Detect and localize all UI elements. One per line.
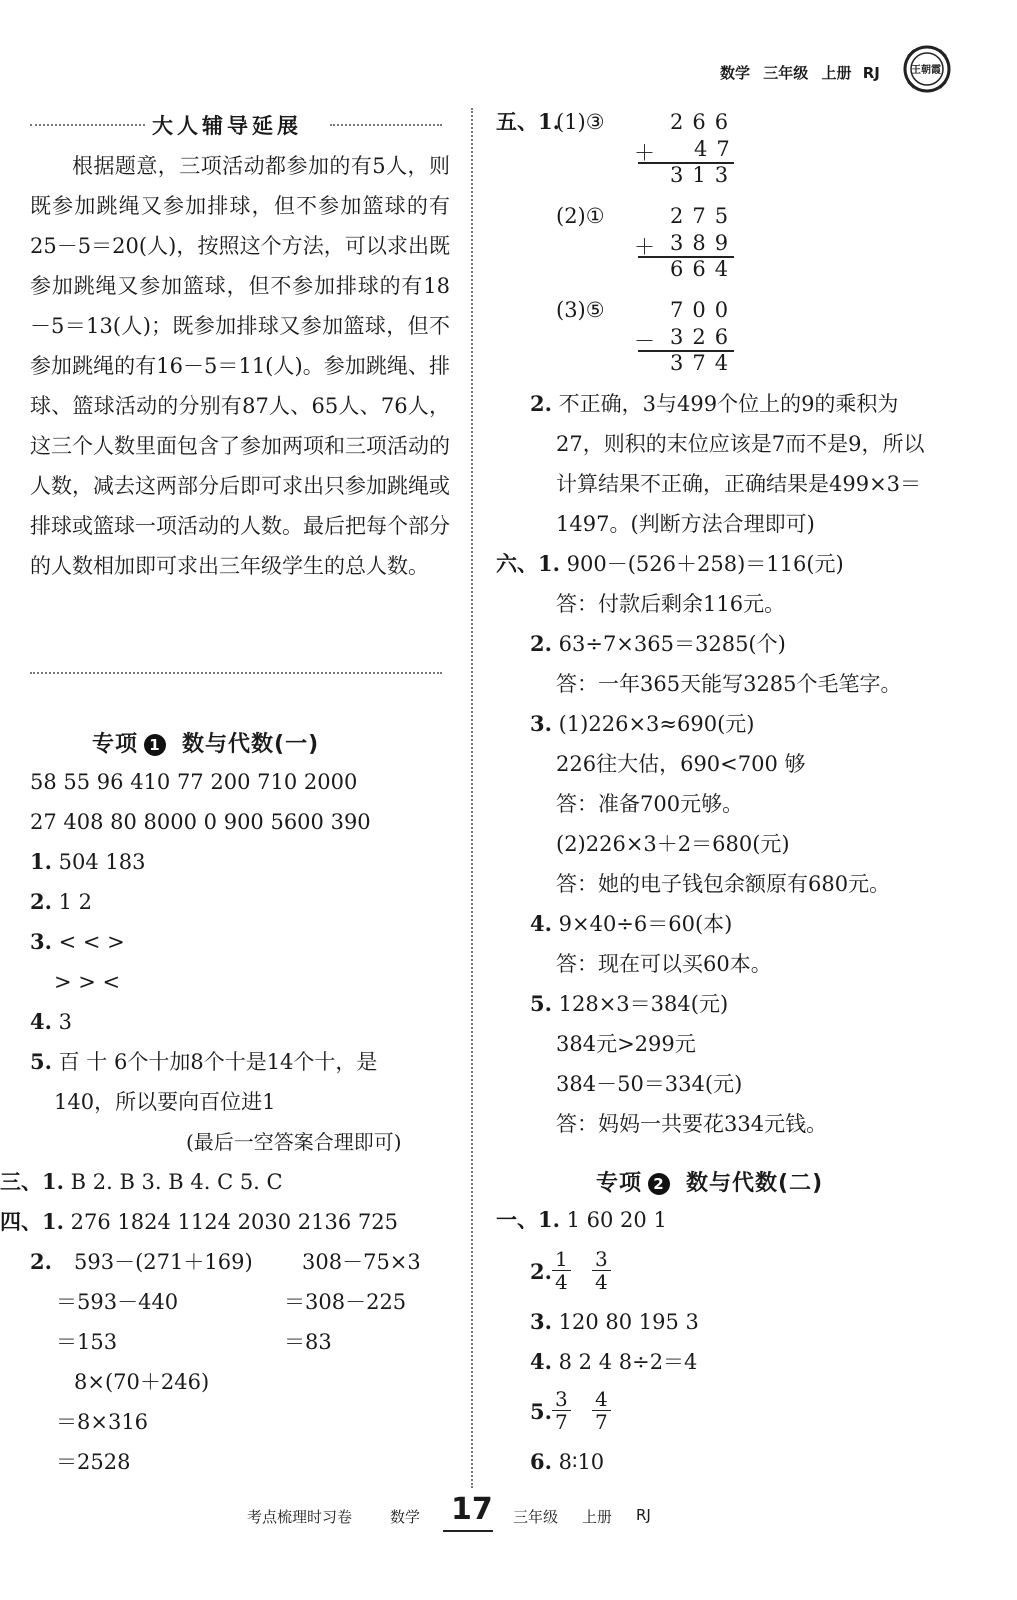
header-edition: RJ bbox=[862, 64, 880, 82]
footer-book: 考点梳理时习卷 bbox=[247, 1508, 353, 1526]
section-4-label: 四、1. bbox=[0, 1209, 64, 1234]
s6-q3-line bbox=[530, 704, 754, 744]
vcalc-2-operator: ＋ bbox=[634, 235, 655, 259]
vcalc-3-index: (3)⑤ bbox=[556, 298, 605, 322]
calc-b-line2: ＝308－225 bbox=[284, 1290, 407, 1314]
box-title: 大人辅导延展 bbox=[152, 113, 302, 138]
vcalc-2-top: 275 bbox=[670, 204, 738, 228]
vcalc-3-result: 374 bbox=[670, 351, 738, 375]
t2-f2-denominator: 4 bbox=[595, 1270, 608, 1294]
q5-answer-a: 百 十 6个十加8个十是14个十，是 bbox=[58, 1050, 378, 1074]
section-1-name: 数与代数(一) bbox=[182, 732, 320, 757]
s6-q1-answer: 答：付款后剩余116元。 bbox=[556, 592, 786, 616]
q1-answer: 504 183 bbox=[58, 850, 146, 874]
q5-line-b: 140，所以要向百位进1 bbox=[54, 1090, 276, 1114]
t3-answers: 120 80 195 3 bbox=[558, 1310, 699, 1334]
brand-logo bbox=[902, 44, 952, 94]
t2-fraction-1 bbox=[552, 1248, 571, 1293]
t2-f1-numerator: 1 bbox=[552, 1248, 571, 1271]
section-2-number: 2 bbox=[648, 1173, 670, 1195]
calc-c-line3: ＝2528 bbox=[56, 1450, 131, 1474]
calc-a-line1: 593－(271＋169) bbox=[74, 1250, 253, 1274]
vcalc-2-index: (2)① bbox=[556, 204, 605, 228]
section-5-label: 五、1. bbox=[496, 109, 560, 134]
vcalc-3-operator: － bbox=[634, 329, 655, 353]
t5-f2-numerator: 4 bbox=[592, 1388, 611, 1411]
q4-label: 4. bbox=[30, 1009, 52, 1034]
section-4-answers: 276 1824 1124 2030 2136 725 bbox=[70, 1210, 398, 1234]
vcalc-1-operator: ＋ bbox=[634, 141, 655, 165]
t6-line bbox=[530, 1442, 604, 1482]
s6-q3-a: (1)226×3≈690(元) bbox=[558, 712, 755, 736]
t3-label: 3. bbox=[530, 1309, 552, 1334]
vcalc-2-result: 664 bbox=[670, 257, 738, 281]
section-4-line bbox=[0, 1202, 398, 1242]
section-1-number: 1 bbox=[144, 734, 166, 756]
page-number: 17 bbox=[451, 1492, 493, 1527]
vcalc-1-index: (1)③ bbox=[556, 110, 605, 134]
t4-label: 4. bbox=[530, 1349, 552, 1374]
section-2-name: 数与代数(二) bbox=[686, 1171, 824, 1196]
t6-answer: 8∶10 bbox=[558, 1450, 605, 1474]
s6-q2: 63÷7×365＝3285(个) bbox=[558, 632, 786, 656]
section-3-answers: B 2. B 3. B 4. C 5. C bbox=[70, 1170, 283, 1194]
s6-q4-line bbox=[530, 904, 732, 944]
header-subject-grade bbox=[720, 62, 880, 83]
header-subject: 数学 bbox=[720, 64, 751, 82]
t4-line bbox=[530, 1342, 697, 1382]
calc-a-line3: ＝153 bbox=[56, 1330, 118, 1354]
t2-f2-numerator: 3 bbox=[592, 1248, 611, 1271]
q3-line-b: > > < bbox=[54, 970, 121, 994]
q2-line bbox=[30, 882, 92, 922]
s6-q4-label: 4. bbox=[530, 911, 552, 936]
s6-q3-c: 答：准备700元够。 bbox=[556, 792, 744, 816]
s6-q5-b: 384元>299元 bbox=[556, 1032, 696, 1056]
section-3-label: 三、1. bbox=[0, 1169, 64, 1194]
s6-q4-answer: 答：现在可以买60本。 bbox=[556, 952, 772, 976]
guide-paragraph bbox=[30, 146, 450, 586]
q1-line bbox=[30, 842, 145, 882]
section-title-1 bbox=[92, 727, 319, 758]
s6-q5-line bbox=[530, 984, 728, 1024]
calc-c-line2: ＝8×316 bbox=[56, 1410, 149, 1434]
s6-q5-d: 答：妈妈一共要花334元钱。 bbox=[556, 1112, 828, 1136]
p2-line-d: 1497。(判断方法合理即可) bbox=[556, 512, 815, 536]
footer-volume: 上册 bbox=[582, 1508, 613, 1526]
t2-label: 2. bbox=[530, 1259, 552, 1284]
section-3-line bbox=[0, 1162, 283, 1202]
s6-q3-label: 3. bbox=[530, 711, 552, 736]
t5-label: 5. bbox=[530, 1399, 552, 1424]
s6-q4: 9×40÷6＝60(本) bbox=[558, 912, 733, 936]
p2-line-c: 计算结果不正确，正确结果是499×3＝ bbox=[556, 472, 922, 496]
q1-label: 1. bbox=[30, 849, 52, 874]
box-top-rule-left bbox=[30, 124, 145, 126]
vcalc-3-mid: 326 bbox=[670, 325, 738, 349]
t1-line bbox=[496, 1200, 667, 1240]
calc-c-line1: 8×(70＋246) bbox=[74, 1370, 210, 1394]
q3-label: 3. bbox=[30, 929, 52, 954]
p2-line-a bbox=[530, 384, 898, 424]
q2-answer: 1 2 bbox=[58, 890, 93, 914]
s6-q3-b: 226往大估，690<700 够 bbox=[556, 752, 806, 776]
t1-answers: 1 60 20 1 bbox=[566, 1208, 667, 1232]
logo-text: 王朝霞 bbox=[911, 65, 941, 76]
box-bottom-rule bbox=[30, 672, 442, 674]
footer-edition: RJ bbox=[636, 1506, 651, 1524]
guide-paragraph-text: 根据题意，三项活动都参加的有5人，则既参加跳绳又参加排球，但不参加篮球的有25－5＝20(人)，按照这个方法，可以求出既参加跳绳又参加篮球，但不参加排球的有18－5＝13(人)；既参加排球又参加篮球，但不参加跳绳的有16－5＝11(人)。参加跳绳、排球、篮球活动的分别有87人、65人、76人，这三个人数里面包含了参加两项和三项活动的人数，减去这两部分后即可求出只参加跳绳或排球或篮球一项活动的人数。最后把每个部分的人数相加即可求出三年级学生的总人数。 bbox=[30, 154, 450, 578]
t5-f2-denominator: 7 bbox=[595, 1410, 608, 1434]
t1-label: 一、1. bbox=[496, 1207, 560, 1232]
p2-line-b: 27，则积的末位应该是7而不是9，所以 bbox=[556, 432, 925, 456]
q3-line bbox=[30, 922, 125, 962]
header-grade: 三年级 bbox=[763, 64, 809, 82]
q4-answer: 3 bbox=[58, 1010, 72, 1034]
section-2-prefix: 专项 bbox=[596, 1171, 643, 1196]
t4-answers: 8 2 4 8÷2＝4 bbox=[558, 1350, 698, 1374]
answer-row-1: 58 55 96 410 77 200 710 2000 bbox=[30, 770, 358, 794]
section-6-label: 六、1. bbox=[496, 551, 560, 576]
section-1-prefix: 专项 bbox=[92, 732, 139, 757]
section-title-2 bbox=[596, 1166, 823, 1197]
header-volume: 上册 bbox=[821, 64, 852, 82]
t2-fraction-2 bbox=[592, 1248, 611, 1293]
q3-answer-a: < < > bbox=[58, 930, 125, 954]
q5-line bbox=[30, 1042, 377, 1082]
s6-q3-e: 答：她的电子钱包余额原有680元。 bbox=[556, 872, 891, 896]
section-6-line-1 bbox=[496, 544, 844, 584]
box-top-rule-right bbox=[330, 124, 442, 126]
s6-q2-line bbox=[530, 624, 786, 664]
s6-q2-answer: 答：一年365天能写3285个毛笔字。 bbox=[556, 672, 902, 696]
vcalc-1-result: 313 bbox=[670, 163, 738, 187]
t5-fraction-2 bbox=[592, 1388, 611, 1433]
p2-label: 2. bbox=[530, 391, 552, 416]
vcalc-1-mid: 47 bbox=[694, 137, 739, 161]
t5-f1-numerator: 3 bbox=[552, 1388, 571, 1411]
calc-q2-label: 2. bbox=[30, 1249, 52, 1274]
calc-a-line2: ＝593－440 bbox=[56, 1290, 179, 1314]
answer-row-2: 27 408 80 8000 0 900 5600 390 bbox=[30, 810, 371, 834]
t3-line bbox=[530, 1302, 699, 1342]
p2-text-a: 不正确，3与499个位上的9的乘积为 bbox=[558, 392, 899, 416]
s6-q5: 128×3＝384(元) bbox=[558, 992, 729, 1016]
vcalc-3-top: 700 bbox=[670, 298, 738, 322]
q2-label: 2. bbox=[30, 889, 52, 914]
s6-q3-d: (2)226×3＋2＝680(元) bbox=[556, 832, 790, 856]
footer-subject: 数学 bbox=[390, 1508, 421, 1526]
vcalc-2-mid: 389 bbox=[670, 231, 738, 255]
calc-b-line1: 308－75×3 bbox=[302, 1250, 421, 1274]
q4-line bbox=[30, 1002, 72, 1042]
vcalc-1-top: 266 bbox=[670, 110, 738, 134]
calc-b-line3: ＝83 bbox=[284, 1330, 332, 1354]
t2-f1-denominator: 4 bbox=[555, 1270, 568, 1294]
s6-q2-label: 2. bbox=[530, 631, 552, 656]
s6-q5-c: 384－50＝334(元) bbox=[556, 1072, 743, 1096]
q5-note: (最后一空答案合理即可) bbox=[186, 1130, 402, 1154]
q5-label: 5. bbox=[30, 1049, 52, 1074]
s6-q1: 900－(526＋258)＝116(元) bbox=[566, 552, 844, 576]
t5-fraction-1 bbox=[552, 1388, 571, 1433]
t6-label: 6. bbox=[530, 1449, 552, 1474]
page-number-box bbox=[443, 1494, 493, 1532]
column-divider bbox=[471, 108, 473, 1488]
s6-q5-label: 5. bbox=[530, 991, 552, 1016]
footer-grade: 三年级 bbox=[513, 1508, 559, 1526]
t5-f1-denominator: 7 bbox=[555, 1410, 568, 1434]
